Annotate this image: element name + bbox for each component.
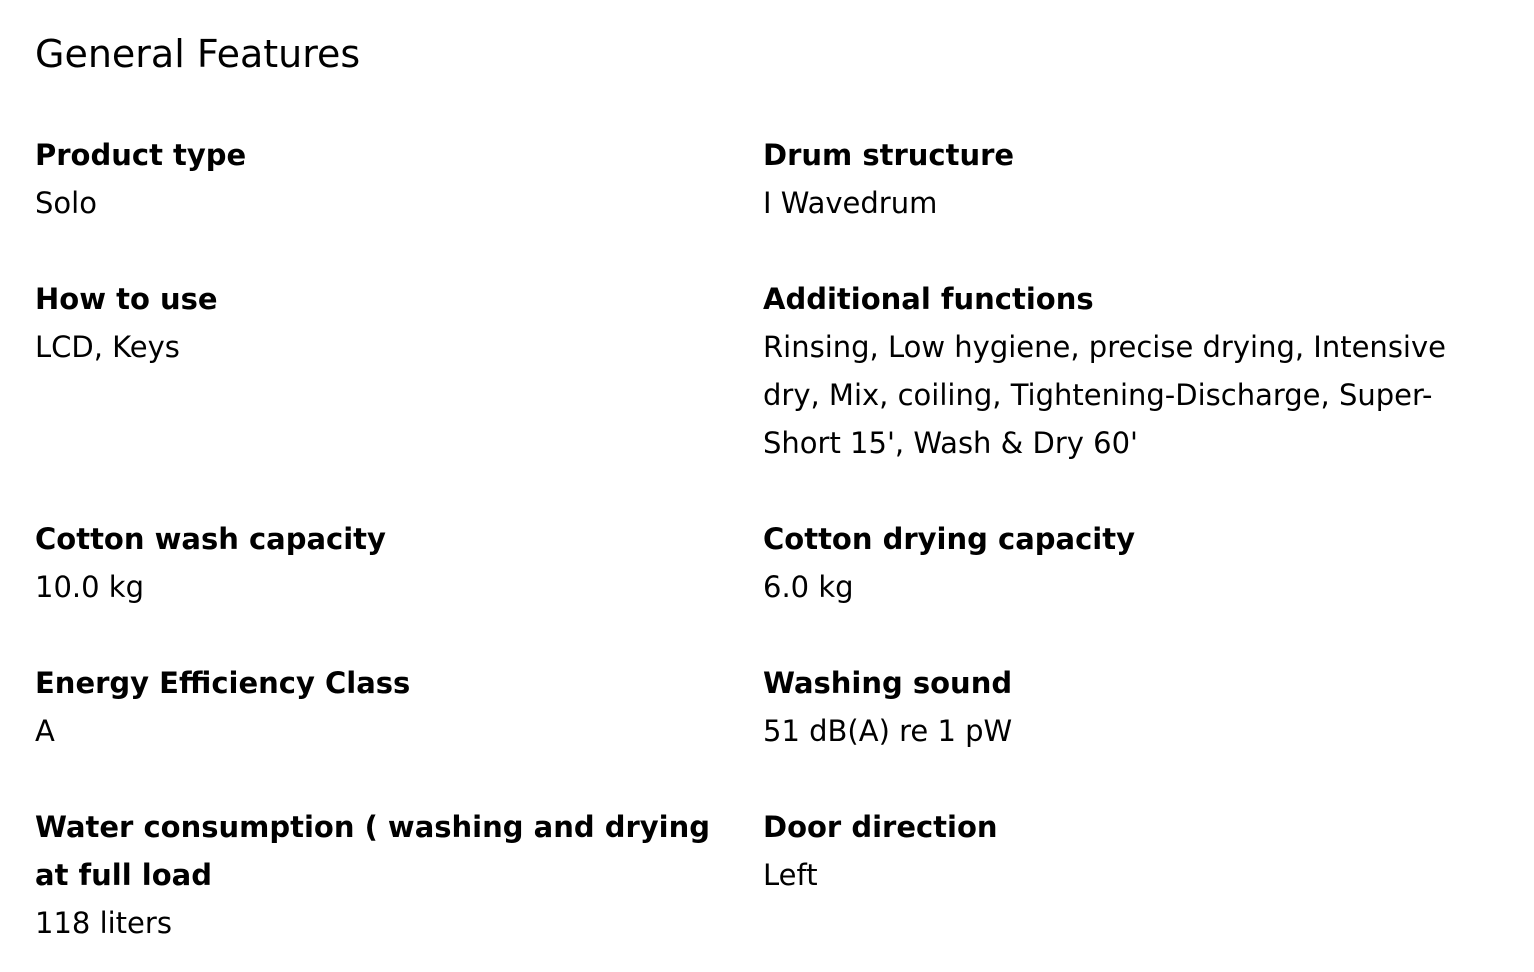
spec-cotton-wash-capacity xyxy=(35,515,725,611)
spec-drum-structure xyxy=(763,131,1503,227)
spec-label: Water consumption ( washing and drying at full load xyxy=(35,810,711,892)
spec-cotton-drying-capacity xyxy=(763,515,1503,611)
spec-water-consumption xyxy=(35,803,725,947)
spec-label: Drum structure xyxy=(763,138,1015,172)
spec-value: LCD, Keys xyxy=(35,330,180,364)
spec-value: Left xyxy=(763,858,818,892)
spec-value: 118 liters xyxy=(35,906,172,940)
spec-value: 10.0 kg xyxy=(35,570,144,604)
spec-label: Product type xyxy=(35,138,247,172)
spec-value: 6.0 kg xyxy=(763,570,854,604)
spec-product-type xyxy=(35,131,725,227)
spec-door-direction xyxy=(763,803,1503,899)
spec-label: Washing sound xyxy=(763,666,1013,700)
spec-how-to-use xyxy=(35,275,725,371)
spec-label: Door direction xyxy=(763,810,998,844)
spec-label: Cotton wash capacity xyxy=(35,522,386,556)
spec-label: Energy Efficiency Class xyxy=(35,666,411,700)
spec-value: Solo xyxy=(35,186,97,220)
spec-additional-functions xyxy=(763,275,1503,467)
spec-label: Cotton drying capacity xyxy=(763,522,1135,556)
spec-value: 51 dB(A) re 1 pW xyxy=(763,714,1013,748)
spec-value: I Wavedrum xyxy=(763,186,938,220)
spec-energy-efficiency-class xyxy=(35,659,725,755)
spec-value: A xyxy=(35,714,55,748)
spec-label: Additional functions xyxy=(763,282,1094,316)
spec-label: How to use xyxy=(35,282,218,316)
spec-value: Rinsing, Low hygiene, precise drying, Intensive dry, Mix, coiling, Tightening-Discharge, Super-Short 15', Wash & Dry 60' xyxy=(763,330,1446,460)
section-title: General Features xyxy=(35,32,361,76)
spec-washing-sound xyxy=(763,659,1503,755)
